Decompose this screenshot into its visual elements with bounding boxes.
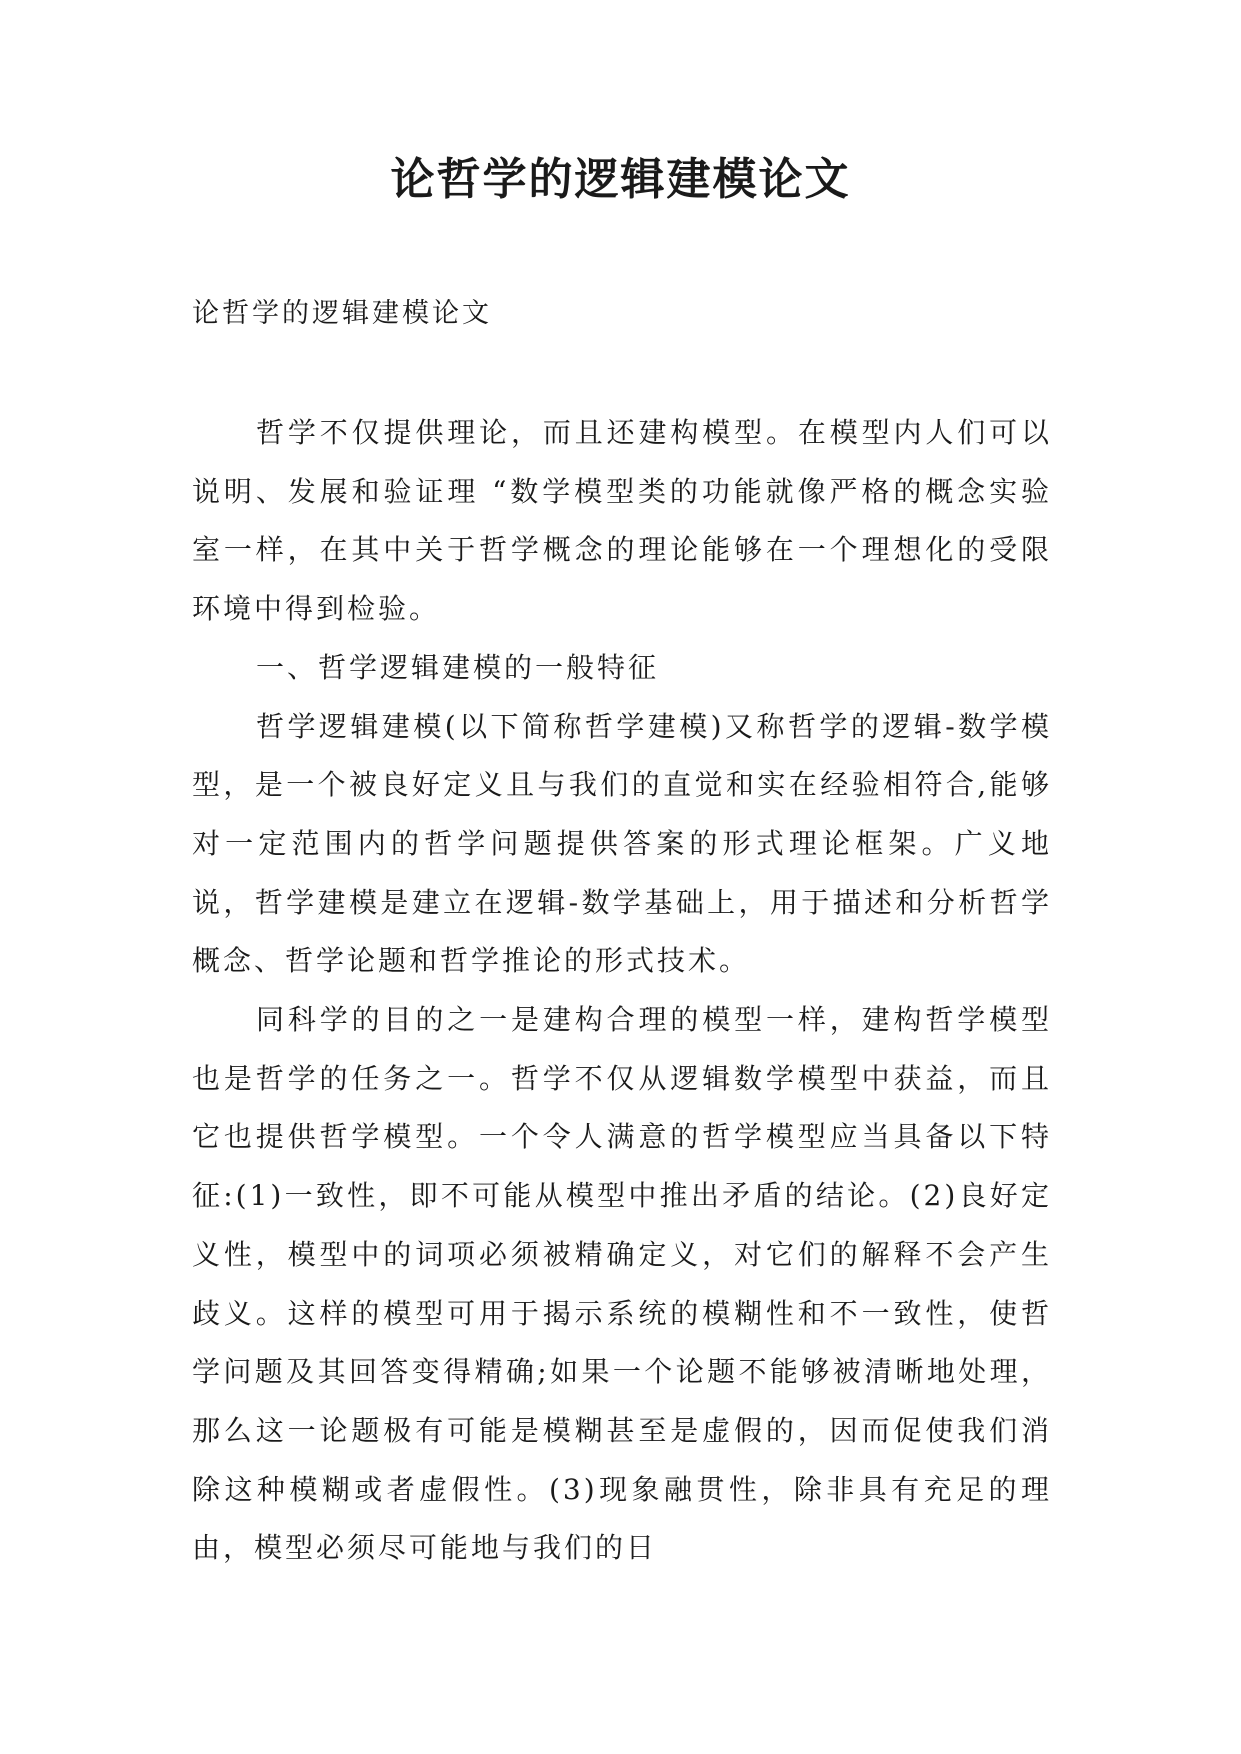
section-heading: 一、哲学逻辑建模的一般特征 bbox=[256, 650, 660, 684]
paragraph-definition: 哲学逻辑建模(以下简称哲学建模)又称哲学的逻辑-数学模型，是一个被良好定义且与我们的直觉和实在经验相符合,能够对一定范围内的哲学问题提供答案的形式理论框架。广义地说，哲学建模是建立在逻辑-数学基础上，用于描述和分析哲学概念、哲学论题和哲学推论的形式技术。 bbox=[192, 709, 1052, 978]
paragraph-features: 同科学的目的之一是建构合理的模型一样，建构哲学模型也是哲学的任务之一。哲学不仅从逻辑数学模型中获益，而且它也提供哲学模型。一个令人满意的哲学模型应当具备以下特征:(1)一致性，即不可能从模型中推出矛盾的结论。(2)良好定义性，模型中的词项必须被精确定义，对它们的解释不会产生歧义。这样的模型可用于揭示系统的模糊性和不一致性，使哲学问题及其回答变得精确;如果一个论题不能够被清晰地处理，那么这一论题极有可能是模糊甚至是虚假的，因而促使我们消除这种模糊或者虚假性。(3)现象融贯性，除非具有充足的理由，模型必须尽可能地与我们的日 bbox=[192, 1003, 1052, 1565]
document-subtitle: 论哲学的逻辑建模论文 bbox=[192, 298, 492, 329]
document-body bbox=[192, 404, 1052, 1578]
paragraph-intro: 哲学不仅提供理论，而且还建构模型。在模型内人们可以说明、发展和验证理 “数学模型类的功能就像严格的概念实验室一样，在其中关于哲学概念的理论能够在一个理想化的受限环境中得到检验。 bbox=[192, 416, 1052, 626]
page-title: 论哲学的逻辑建模论文 bbox=[390, 154, 851, 205]
